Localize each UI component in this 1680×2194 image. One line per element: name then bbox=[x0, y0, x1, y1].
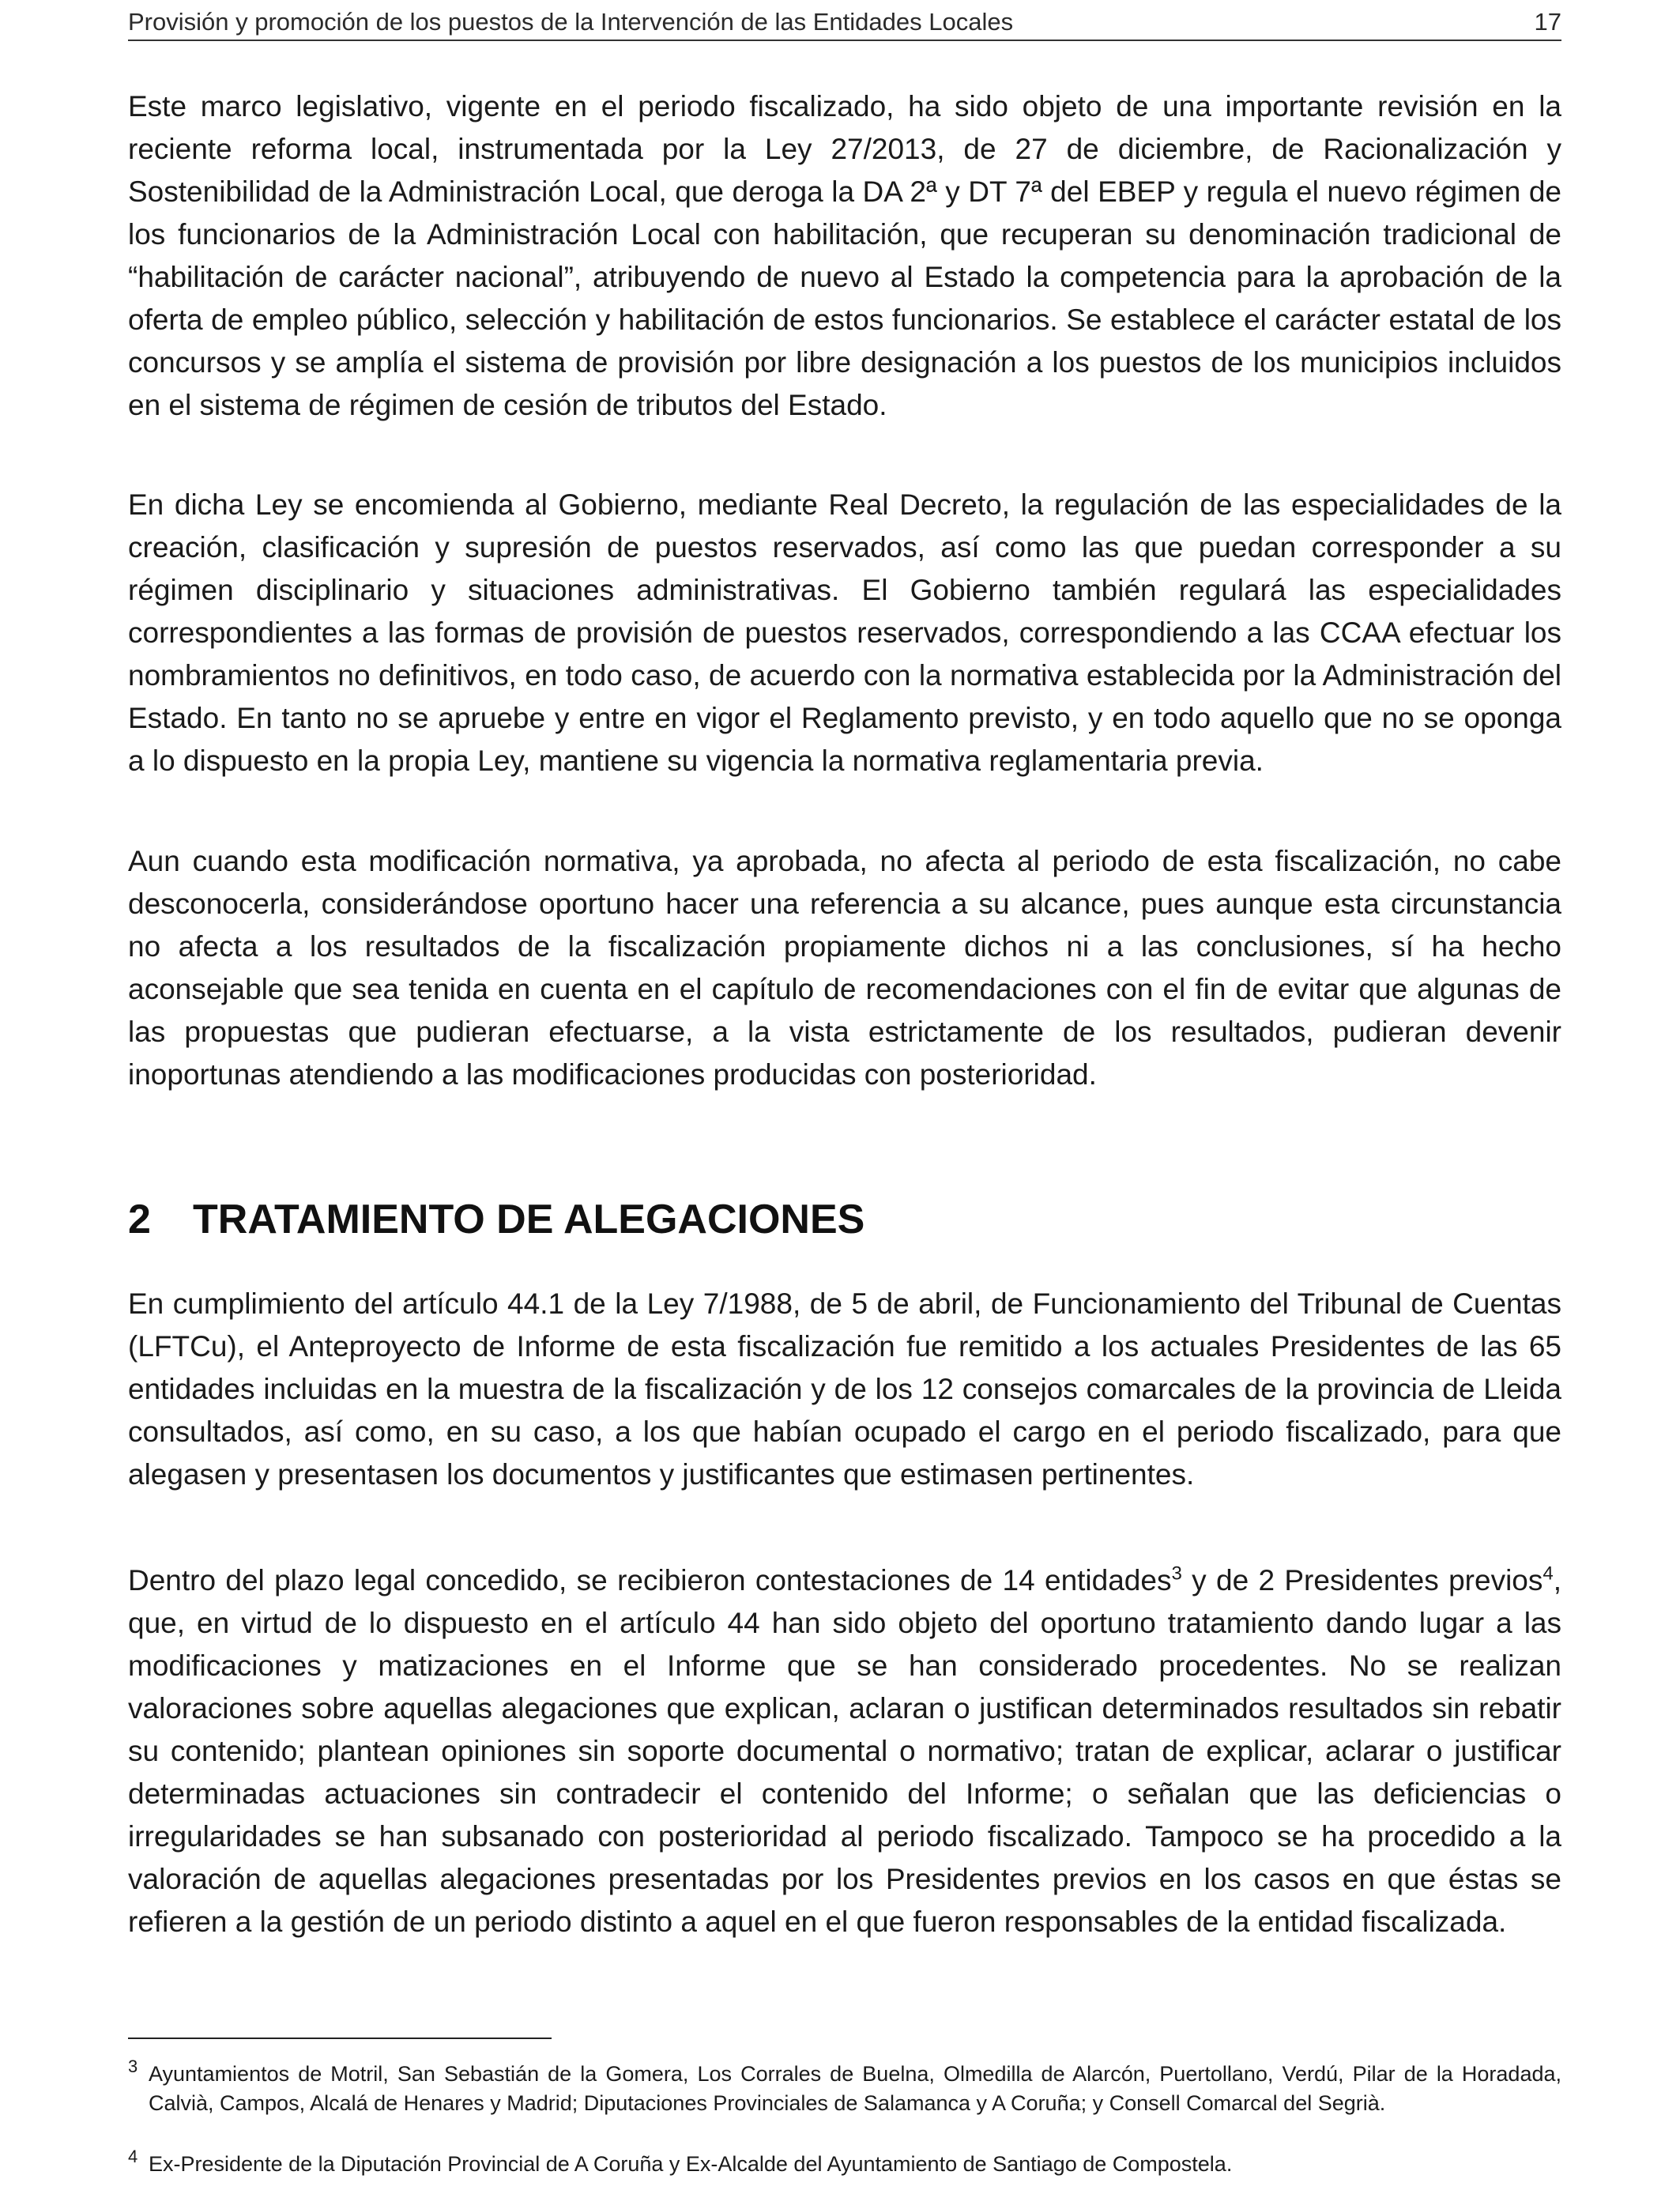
paragraph-government-regulation: En dicha Ley se encomienda al Gobierno, mediante Real Decreto, la regulación de las especialidades de la creación, clasificación y supresión de puestos reservados, así como las que puedan corresponder a su régimen disciplinario y situaciones administrativas. El Gobierno también regulará las especialidades correspondientes a las formas de provisión de puestos reservados, correspondiendo a las CCAA efectuar los nombramientos no definitivos, en todo caso, de acuerdo con la normativa establecida por la Administración del Estado. En tanto no se apruebe y entre en vigor el Reglamento previsto, y en todo aquello que no se oponga a lo dispuesto en la propia Ley, mantiene su vigencia la normativa reglamentaria previa. bbox=[128, 488, 1561, 777]
footnote-text: Ex-Presidente de la Diputación Provincial de A Coruña y Ex-Alcalde del Ayuntamiento de Santiago de Compostela. bbox=[149, 2152, 1233, 2176]
header-title: Provisión y promoción de los puestos de la Intervención de las Entidades Locales bbox=[128, 8, 1014, 36]
paragraph-allegations-received bbox=[128, 1559, 1561, 1943]
footnote-3 bbox=[128, 2056, 1561, 2118]
page-number: 17 bbox=[1534, 8, 1561, 36]
paragraph-normative-modification: Aun cuando esta modificación normativa, ya aprobada, no afecta al periodo de esta fiscalización, no cabe desconocerla, considerándose oportuno hacer una referencia a su alcance, pues aunque esta circunstancia no afecta a los resultados de la fiscalización propiamente dichos ni a las conclusiones, sí ha hecho aconsejable que sea tenida en cuenta en el capítulo de recomendaciones con el fin de evitar que algunas de las propuestas que pudieran efectuarse, a la vista estrictamente de los resultados, pudieran devenir inoportunas atendiendo a las modificaciones producidas con posterioridad. bbox=[128, 845, 1561, 1091]
paragraph-text-segment: y de 2 Presidentes previos bbox=[1181, 1564, 1543, 1596]
footnote-text: Ayuntamientos de Motril, San Sebastián de la Gomera, Los Corrales de Buelna, Olmedilla de Alarcón, Puertollano, Verdú, Pilar de la Horadada, Calvià, Campos, Alcalá de Henares y Madrid; Diputaciones Provinciales de Salamanca y A Coruña; y Consell Comarcal del Segrià. bbox=[149, 2062, 1561, 2115]
section-number: 2 bbox=[128, 1197, 151, 1242]
paragraph-text-segment: Dentro del plazo legal concedido, se recibieron contestaciones de 14 entidades bbox=[128, 1564, 1172, 1596]
footnote-number: 3 bbox=[128, 2056, 138, 2076]
section-title: TRATAMIENTO DE ALEGACIONES bbox=[193, 1197, 865, 1242]
paragraph-text-segment: , que, en virtud de lo dispuesto en el artículo 44 han sido objeto del oportuno tratamiento dando lugar a las modificaciones y matizaciones en el Informe que se han considerado procedentes. No se realizan valoraciones sobre aquellas alegaciones que explican, aclaran o justifican determinados resultados sin rebatir su contenido; plantean opiniones sin soporte documental o normativo; tratan de explicar, aclarar o justificar determinadas actuaciones sin contradecir el contenido del Informe; o señalan que las deficiencias o irregularidades se han subsanado con posterioridad al periodo fiscalizado. Tampoco se ha procedido a la valoración de aquellas alegaciones presentadas por los Presidentes previos en los casos en que éstas se refieren a la gestión de un periodo distinto a aquel en el que fueron responsables de la entidad fiscalizada. bbox=[128, 1564, 1562, 1938]
footnote-separator bbox=[128, 2038, 552, 2039]
footnote-reference-3[interactable]: 3 bbox=[1171, 1563, 1182, 1585]
paragraph-compliance-article: En cumplimiento del artículo 44.1 de la Ley 7/1988, de 5 de abril, de Funcionamiento del Tribunal de Cuentas (LFTCu), el Anteproyecto de Informe de esta fiscalización fue remitido a los actuales Presidentes de las 65 entidades incluidas en la muestra de la fiscalización y de los 12 consejos comarcales de la provincia de Lleida consultados, así como, en su caso, a los que habían ocupado el cargo en el periodo fiscalizado, para que alegasen y presentasen los documentos y justificantes que estimasen pertinentes. bbox=[128, 1287, 1561, 1491]
footnote-number: 4 bbox=[128, 2147, 138, 2166]
footnote-4 bbox=[128, 2147, 1561, 2179]
footnote-reference-4[interactable]: 4 bbox=[1543, 1563, 1554, 1585]
section-heading bbox=[128, 1192, 1561, 1247]
paragraph-legislative-framework: Este marco legislativo, vigente en el periodo fiscalizado, ha sido objeto de una importante revisión en la reciente reforma local, instrumentada por la Ley 27/2013, de 27 de diciembre, de Racionalización y Sostenibilidad de la Administración Local, que deroga la DA 2ª y DT 7ª del EBEP y regula el nuevo régimen de los funcionarios de la Administración Local con habilitación, que recuperan su denominación tradicional de “habilitación de carácter nacional”, atribuyendo de nuevo al Estado la competencia para la aprobación de la oferta de empleo público, selección y habilitación de estos funcionarios. Se establece el carácter estatal de los concursos y se amplía el sistema de provisión por libre designación a los puestos de los municipios incluidos en el sistema de régimen de cesión de tributos del Estado. bbox=[128, 90, 1561, 421]
page-header bbox=[128, 5, 1561, 41]
